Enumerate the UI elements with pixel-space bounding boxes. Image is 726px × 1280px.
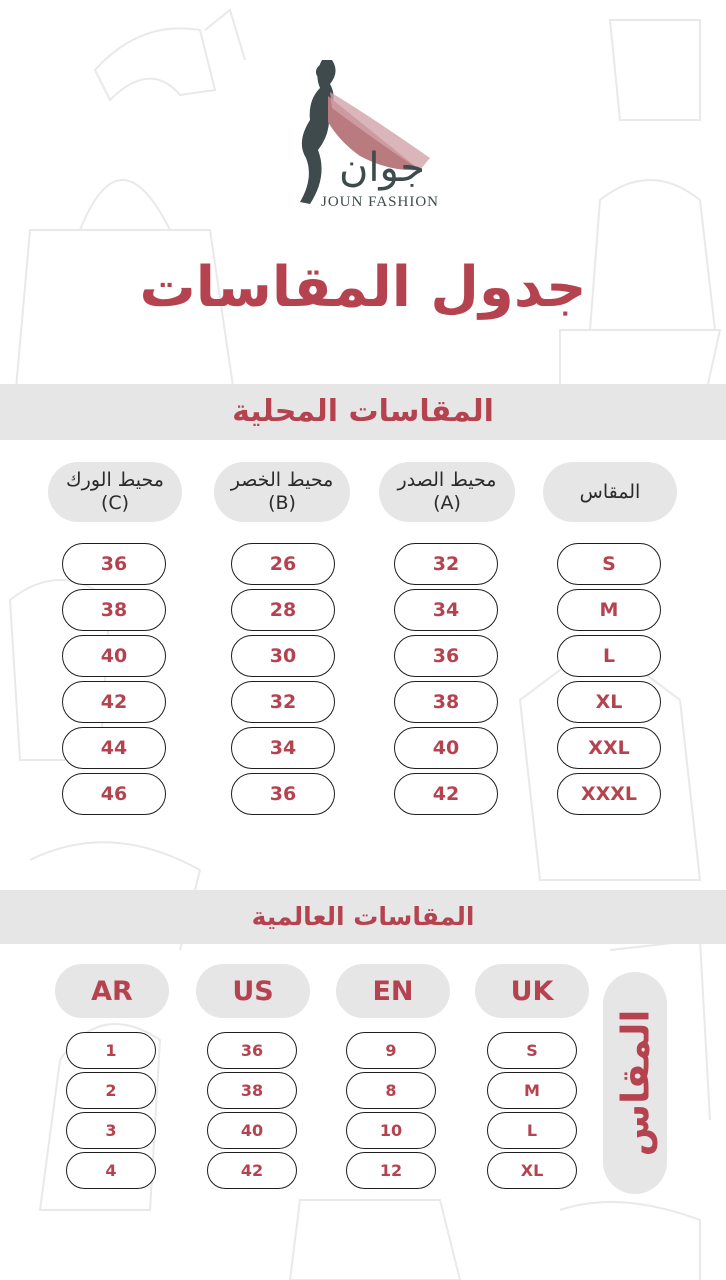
header-waist <box>214 462 350 522</box>
header-hip <box>48 462 182 522</box>
page-title: جدول المقاسات <box>139 255 587 320</box>
local-sizes-heading: المقاسات المحلية <box>232 394 494 429</box>
local-size-cell: L <box>557 635 661 677</box>
ar-cell: 2 <box>66 1072 156 1109</box>
ar-cell: 3 <box>66 1112 156 1149</box>
uk-cell: L <box>487 1112 577 1149</box>
us-cell: 40 <box>207 1112 297 1149</box>
hip-cell: 46 <box>62 773 166 815</box>
uk-cell: S <box>487 1032 577 1069</box>
us-cell: 38 <box>207 1072 297 1109</box>
en-cell: 10 <box>346 1112 436 1149</box>
brand-name-arabic: جوان <box>339 145 425 191</box>
header-us: US <box>196 964 310 1018</box>
waist-cell: 32 <box>231 681 335 723</box>
header-hip-label: محيط الورك <box>66 469 164 491</box>
header-waist-code: (B) <box>268 492 296 514</box>
ar-cell: 1 <box>66 1032 156 1069</box>
chest-cell: 38 <box>394 681 498 723</box>
header-size-label: المقاس <box>579 480 641 503</box>
brand-name-english: JOUN FASHION <box>321 194 439 210</box>
hip-cell: 42 <box>62 681 166 723</box>
chest-cell: 40 <box>394 727 498 769</box>
waist-cell: 34 <box>231 727 335 769</box>
header-uk: UK <box>475 964 589 1018</box>
en-cell: 8 <box>346 1072 436 1109</box>
chest-cell: 34 <box>394 589 498 631</box>
waist-cell: 36 <box>231 773 335 815</box>
header-chest-code: (A) <box>433 492 461 514</box>
chest-cell: 32 <box>394 543 498 585</box>
header-chest-label: محيط الصدر <box>397 469 497 491</box>
local-size-cell: S <box>557 543 661 585</box>
en-cell: 9 <box>346 1032 436 1069</box>
uk-cell: XL <box>487 1152 577 1189</box>
us-cell: 36 <box>207 1032 297 1069</box>
header-waist-label: محيط الخصر <box>230 469 334 491</box>
size-side-label <box>603 972 667 1194</box>
local-size-cell: XXXL <box>557 773 661 815</box>
header-size <box>543 462 677 522</box>
header-ar: AR <box>55 964 169 1018</box>
header-chest <box>379 462 515 522</box>
header-hip-code: (C) <box>100 492 130 514</box>
local-size-cell: M <box>557 589 661 631</box>
ar-cell: 4 <box>66 1152 156 1189</box>
chest-cell: 36 <box>394 635 498 677</box>
size-side-label-text: المقاس <box>613 1009 658 1157</box>
hip-cell: 38 <box>62 589 166 631</box>
waist-cell: 30 <box>231 635 335 677</box>
international-sizes-heading: المقاسات العالمية <box>251 902 475 931</box>
en-cell: 12 <box>346 1152 436 1189</box>
hip-cell: 36 <box>62 543 166 585</box>
chest-cell: 42 <box>394 773 498 815</box>
hip-cell: 40 <box>62 635 166 677</box>
waist-cell: 28 <box>231 589 335 631</box>
local-size-cell: XL <box>557 681 661 723</box>
us-cell: 42 <box>207 1152 297 1189</box>
waist-cell: 26 <box>231 543 335 585</box>
uk-cell: M <box>487 1072 577 1109</box>
header-en: EN <box>336 964 450 1018</box>
hip-cell: 44 <box>62 727 166 769</box>
local-size-cell: XXL <box>557 727 661 769</box>
